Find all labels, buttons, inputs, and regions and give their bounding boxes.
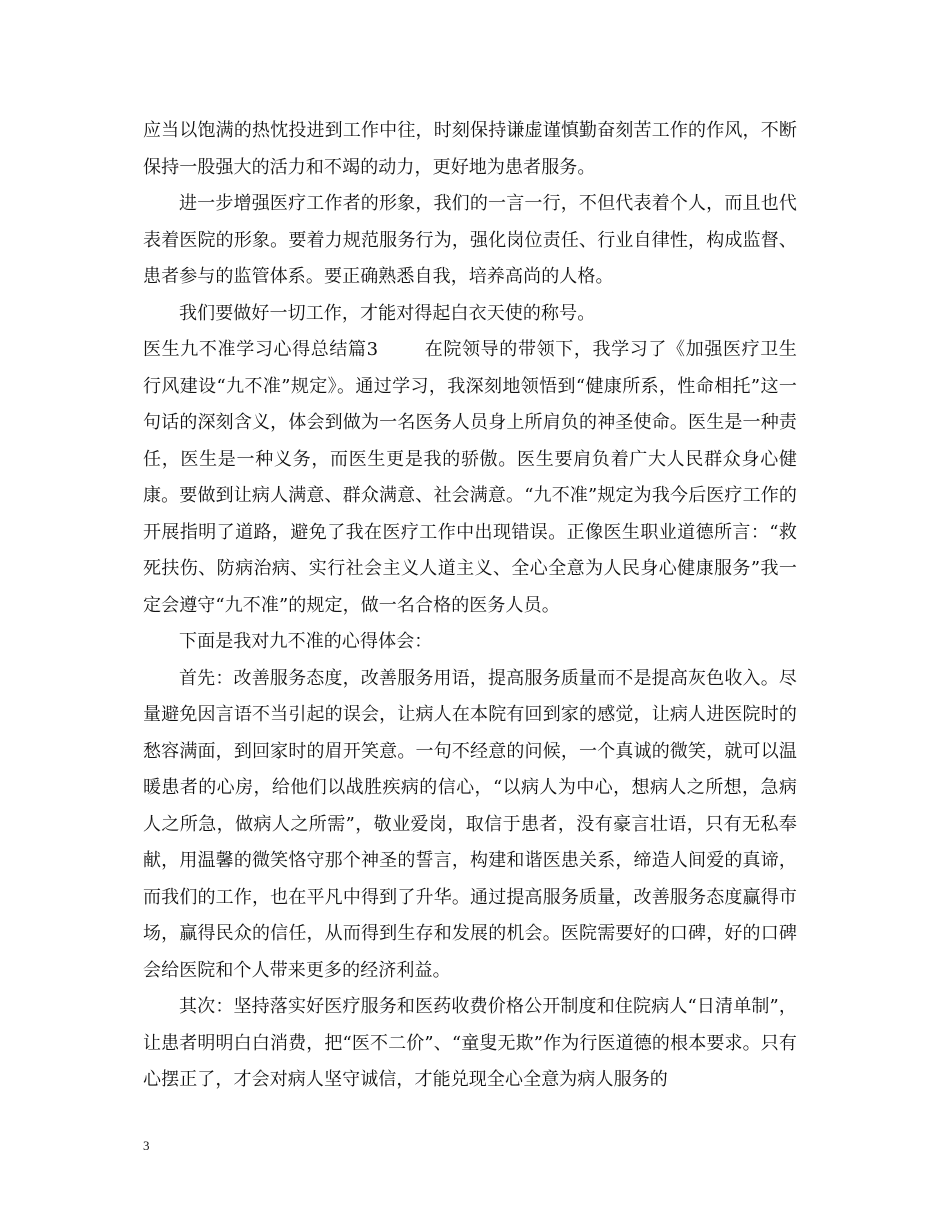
paragraph-2: 进一步增强医疗工作者的形象，我们的一言一行，不但代表着个人，而且也代表着医院的形象。要着力规范服务行为，强化岗位责任、行业自律性，构成监督、患者参与的监管体系。要正确熟悉自我，培养高尚的人格。 [143, 193, 797, 287]
paragraph-3: 我们要做好一切工作，才能对得起白衣天使的称号。 [179, 302, 596, 324]
page-number: 3 [143, 1138, 150, 1153]
paragraph-4-body: 在院领导的带领下，我学习了《加强医疗卫生行风建设“九不准”规定》。通过学习，我深刻地领悟到“健康所系，性命相托”这一句话的深刻含义，体会到做为一名医务人员身上所肩负的神圣使命。医生是一种责任，医生是一种义务，而医生更是我的骄傲。医生要肩负着广大人民群众身心健康。要做到让病人满意、群众满意、社会满意。“九不准”规定为我今后医疗工作的开展指明了道路，避免了我在医疗工作中出现错误。正像医生职业道德所言：“救死扶伤、防病治病、实行社会主义人道主义、全心全意为人民身心健康服务”我一定会遵守“九不准”的规定，做一名合格的医务人员。 [143, 339, 797, 616]
document-body [143, 113, 797, 1099]
paragraph-6: 首先：改善服务态度，改善服务用语，提高服务质量而不是提高灰色收入。尽量避免因言语不当引起的误会，让病人在本院有回到家的感觉，让病人进医院时的愁容满面，到回家时的眉开笑意。一句不经意的问候，一个真诚的微笑，就可以温暖患者的心房，给他们以战胜疾病的信心，“以病人为中心，想病人之所想，急病人之所急，做病人之所需”，敬业爱岗，取信于患者，没有豪言壮语，只有无私奉献，用温馨的微笑恪守那个神圣的誓言，构建和谐医患关系，缔造人间爱的真谛，而我们的工作，也在平凡中得到了升华。通过提高服务质量，改善服务态度赢得市场，赢得民众的信任，从而得到生存和发展的机会。医院需要好的口碑，好的口碑会给医院和个人带来更多的经济利益。 [143, 667, 797, 981]
paragraph-5: 下面是我对九不准的心得体会： [179, 631, 433, 652]
paragraph-4 [143, 332, 797, 624]
paragraph-1: 应当以饱满的热忱投进到工作中往，时刻保持谦虚谨慎勤奋刻苦工作的作风，不断保持一股强大的活力和不竭的动力，更好地为患者服务。 [143, 120, 797, 178]
paragraph-7: 其次：坚持落实好医疗服务和医药收费价格公开制度和住院病人“日清单制”，让患者明明白白消费，把“医不二价”、“童叟无欺”作为行医道德的根本要求。只有心摆正了，才会对病人坚守诚信，才能兑现全心全意为病人服务的 [143, 996, 797, 1090]
section-title: 医生九不准学习心得总结篇3 [143, 339, 379, 360]
